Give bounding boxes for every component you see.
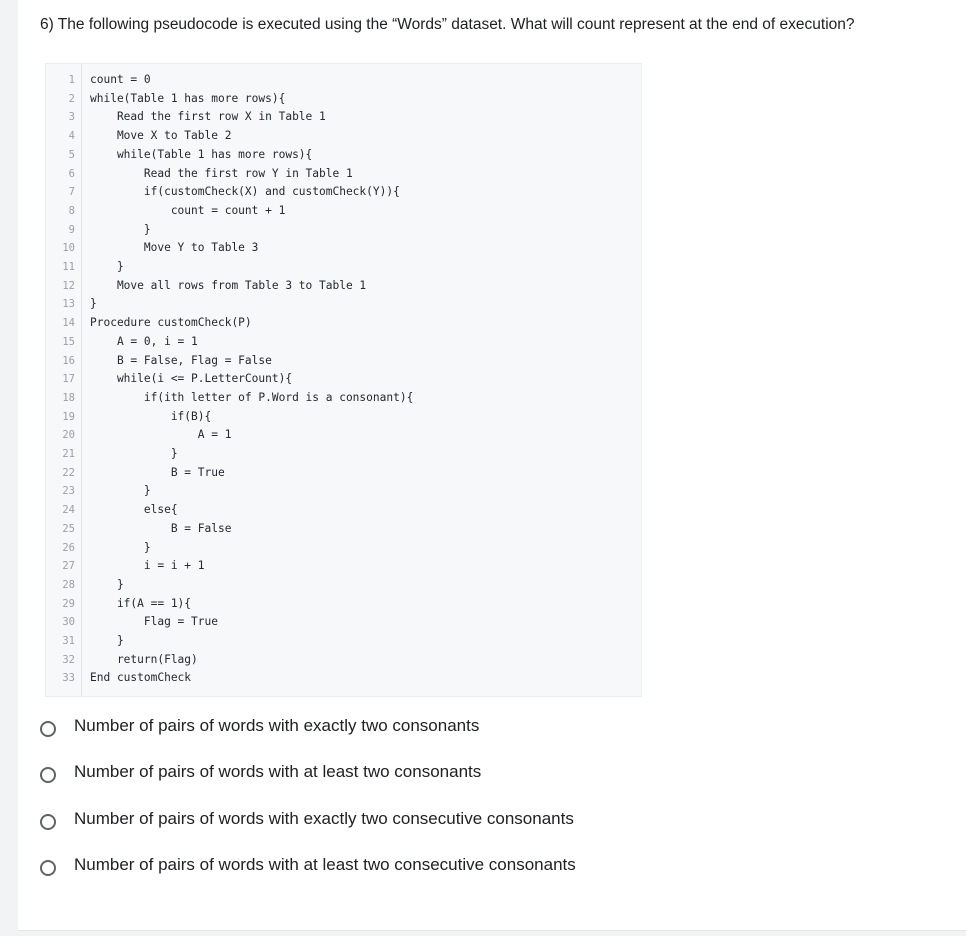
code-text: while(Table 1 has more rows){ [90, 91, 286, 105]
option-label: Number of pairs of words with exactly two consecutive consonants [74, 809, 574, 828]
code-text: i = i + 1 [90, 559, 205, 573]
radio-button-icon[interactable] [40, 814, 56, 830]
code-line [46, 370, 641, 389]
code-text: B = True [90, 465, 225, 479]
radio-button-icon[interactable] [40, 767, 56, 783]
code-text: } [90, 540, 151, 554]
code-text: else{ [90, 503, 178, 517]
code-text: Flag = True [90, 615, 218, 629]
code-text: count = 0 [90, 73, 151, 86]
line-number: 3 [68, 111, 75, 124]
code-line [46, 221, 641, 240]
code-line [46, 520, 641, 539]
code-line [46, 183, 641, 202]
code-line [46, 314, 641, 333]
code-text: if(customCheck(X) and customCheck(Y)){ [90, 185, 400, 199]
code-line [46, 202, 641, 221]
line-number: 24 [62, 504, 75, 517]
code-line [46, 90, 641, 109]
code-text: } [90, 634, 124, 647]
line-number: 14 [62, 317, 75, 330]
code-text: Move all rows from Table 3 to Table 1 [90, 278, 367, 292]
code-line [46, 408, 641, 427]
line-number: 32 [62, 653, 75, 666]
code-text: while(Table 1 has more rows){ [90, 147, 313, 161]
code-text: Read the first row X in Table 1 [90, 110, 326, 124]
option-2[interactable] [40, 760, 740, 790]
code-text: count = count + 1 [90, 203, 286, 217]
code-line [46, 108, 641, 127]
line-number: 2 [68, 92, 75, 105]
radio-button-icon[interactable] [40, 721, 56, 737]
code-line [46, 146, 641, 165]
code-block [45, 63, 642, 697]
line-number: 29 [62, 597, 75, 610]
code-line [46, 632, 641, 651]
line-number: 19 [62, 410, 75, 423]
code-text: } [90, 484, 151, 498]
line-number: 10 [62, 242, 75, 255]
code-line [46, 295, 641, 314]
code-line [46, 595, 641, 614]
code-text: End customCheck [90, 671, 192, 685]
line-number: 21 [62, 448, 75, 460]
line-number: 20 [62, 429, 75, 442]
code-line [46, 258, 641, 277]
line-number: 18 [62, 391, 75, 404]
code-text: Move X to Table 2 [90, 129, 232, 143]
option-label: Number of pairs of words with at least two consonants [74, 762, 482, 781]
line-number: 9 [68, 223, 75, 236]
radio-button-icon[interactable] [40, 860, 56, 876]
code-text: B = False, Flag = False [90, 353, 272, 367]
code-line [46, 239, 641, 258]
option-1[interactable] [40, 714, 740, 744]
code-line [46, 71, 641, 90]
line-number: 28 [62, 578, 75, 591]
code-line [46, 613, 641, 632]
line-number: 7 [68, 186, 75, 199]
code-line [46, 669, 641, 688]
code-text: if(A == 1){ [90, 596, 192, 610]
line-number: 22 [62, 466, 75, 479]
line-number: 4 [68, 130, 75, 143]
question-card [18, 0, 966, 931]
question-text: 6) The following pseudocode is executed using the “Words” dataset. What will count represent at the end of execution? [40, 16, 855, 33]
line-number: 31 [62, 635, 75, 647]
code-line [46, 651, 641, 670]
option-label: Number of pairs of words with exactly two consonants [74, 716, 480, 735]
line-number: 27 [62, 560, 75, 573]
line-number: 23 [62, 485, 75, 498]
line-number: 6 [68, 167, 75, 180]
option-4[interactable] [40, 853, 740, 883]
code-line [46, 464, 641, 483]
code-line [46, 557, 641, 576]
line-number: 30 [62, 616, 75, 629]
line-number: 25 [62, 522, 75, 535]
code-text: } [90, 297, 97, 311]
line-number: 33 [62, 672, 75, 685]
line-number: 5 [68, 148, 75, 161]
code-text: if(ith letter of P.Word is a consonant){ [90, 390, 414, 404]
code-text: B = False [90, 521, 232, 535]
code-text: } [90, 222, 151, 236]
line-number: 12 [62, 279, 75, 292]
code-line [46, 333, 641, 352]
code-text: } [90, 260, 124, 273]
code-text: return(Flag) [90, 652, 198, 666]
line-number: 13 [62, 298, 75, 311]
code-line [46, 426, 641, 445]
code-text: A = 1 [90, 428, 232, 442]
option-3[interactable] [40, 807, 740, 837]
code-line [46, 352, 641, 371]
code-line [46, 539, 641, 558]
code-text: Read the first row Y in Table 1 [90, 166, 353, 180]
code-text: Procedure customCheck(P) [90, 316, 252, 330]
code-line [46, 277, 641, 296]
line-number: 8 [68, 204, 75, 217]
option-label: Number of pairs of words with at least two consecutive consonants [74, 855, 576, 874]
code-text: } [90, 447, 178, 460]
line-number: 26 [62, 541, 75, 554]
line-number: 17 [62, 373, 75, 386]
code-line [46, 576, 641, 595]
line-number: 1 [68, 74, 75, 86]
code-line [46, 127, 641, 146]
line-number: 11 [62, 261, 75, 273]
code-text: Move Y to Table 3 [90, 241, 259, 255]
code-text: if(B){ [90, 409, 212, 423]
code-line [46, 501, 641, 520]
line-number: 15 [62, 335, 75, 348]
code-line [46, 482, 641, 501]
line-number: 16 [62, 354, 75, 367]
code-text: while(i <= P.LetterCount){ [90, 372, 293, 386]
code-line [46, 445, 641, 464]
code-line [46, 389, 641, 408]
code-text: A = 0, i = 1 [90, 334, 198, 348]
code-line [46, 165, 641, 184]
code-text: } [90, 577, 124, 591]
